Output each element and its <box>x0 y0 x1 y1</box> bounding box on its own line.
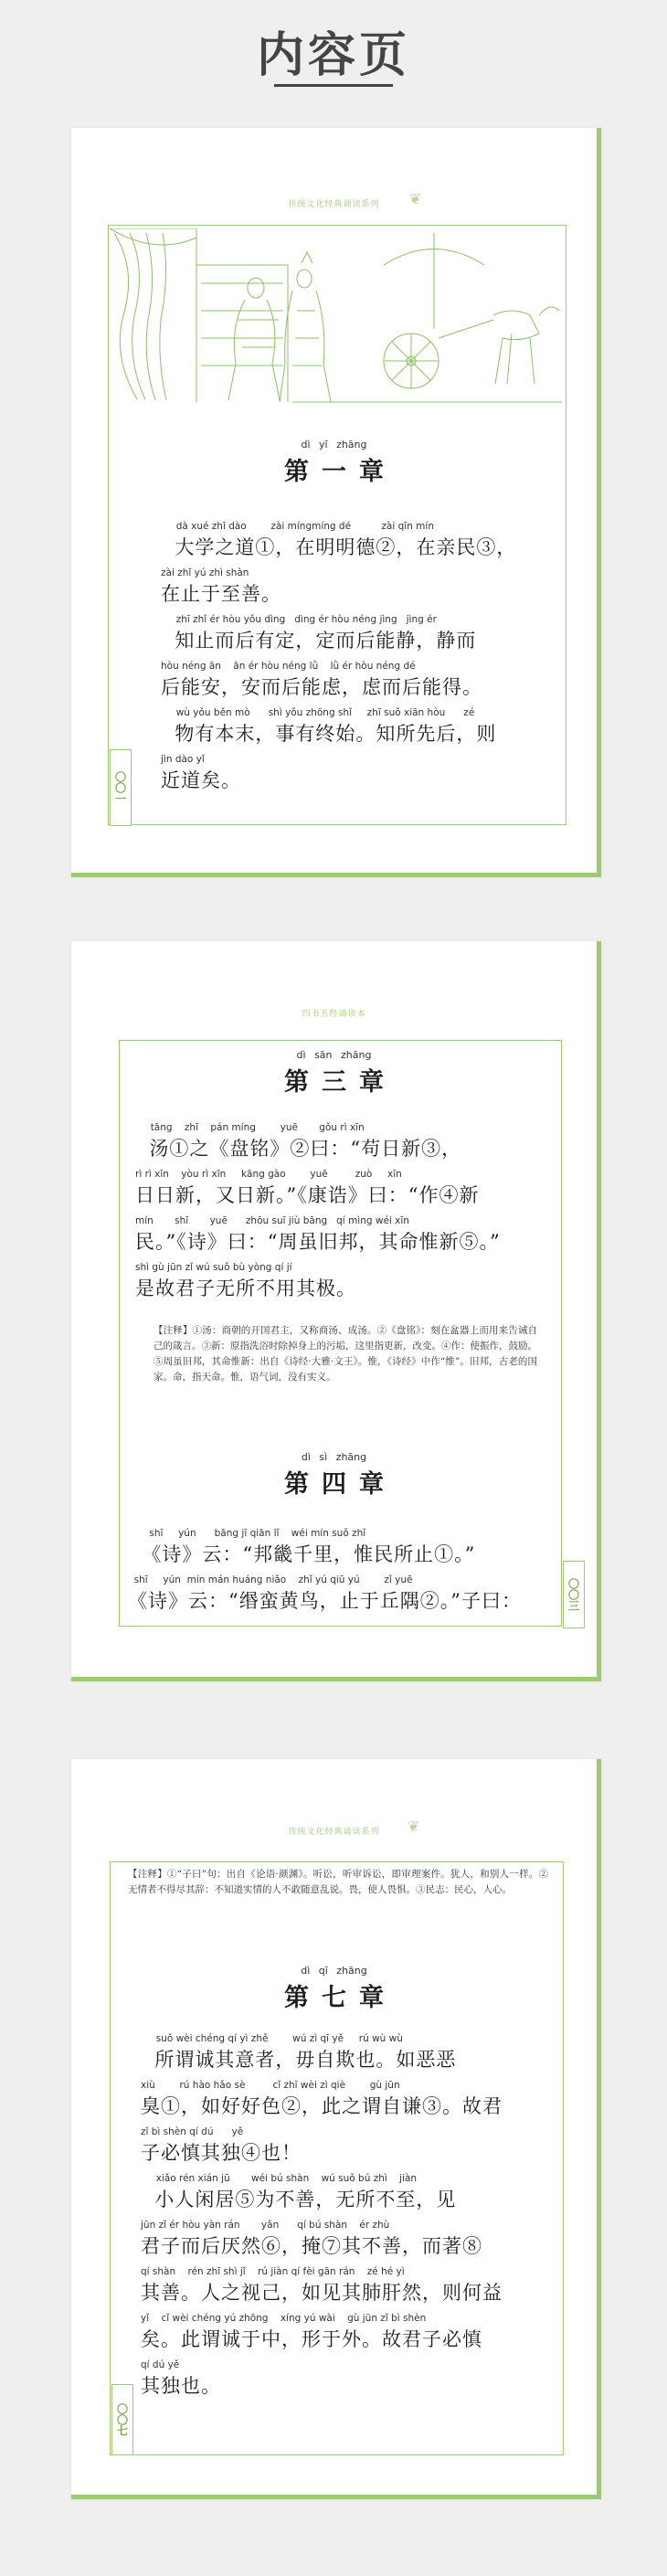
chapter-title: 第一章 <box>284 458 397 486</box>
series-title: 传统文化经典诵读系列 <box>288 1828 380 1837</box>
text-body <box>141 2033 552 2406</box>
line-pinyin: shī yún mín mán huáng niǎo zhǐ yú qiū yú zǐ yuē <box>128 1574 413 1585</box>
line-text: 近道矣。 <box>161 769 241 791</box>
text-line <box>161 521 526 567</box>
chapter-pinyin: dì sì zhāng <box>301 1451 367 1463</box>
ancient-scene-illustration <box>110 228 562 404</box>
line-text: 所谓诚其意者，毋自欺也。如恶恶 <box>141 2049 457 2071</box>
page-number: 〇〇七 <box>111 2384 133 2455</box>
annotation-note: 【注释】①汤：商朝的开国君主，又称商汤、成汤。②《盘铭》：刻在盆器上而用来告诫自己的箴言。③新：原指洗浴时除掉身上的污垢，这里指更新，改变。④作：使振作，鼓励。⑤周虽旧邦，其命惟新：出自《诗经·大雅·文王》。惟，《诗经》中作“维”。旧邦，古老的国家。命，指天命。惟，语气词，没有实义。 <box>154 1325 537 1383</box>
text-line <box>161 614 526 661</box>
header-title: 内容页 <box>256 28 410 83</box>
chapter-pinyin: dì qī zhāng <box>301 1965 367 1977</box>
line-pinyin: jūn zǐ ér hòu yàn rán yǎn qí bú shàn ér zhù <box>141 2220 390 2231</box>
line-text: 小人闲居⑤为不善，无所不至，见 <box>141 2189 457 2210</box>
line-text: 日日新，又日新。”《康诰》曰：“作④新 <box>135 1184 480 1206</box>
line-text: 子必慎其独④也！ <box>141 2142 302 2164</box>
page-header <box>0 0 667 110</box>
line-pinyin: wù yǒu běn mò shì yǒu zhōng shǐ zhī suǒ xiān hòu zé <box>161 707 475 718</box>
text-line <box>128 1528 557 1574</box>
chapter-heading <box>71 439 597 487</box>
line-text: 是故君子无所不用其极。 <box>135 1277 356 1299</box>
line-pinyin: xiù rú hào hǎo sè cǐ zhī wèi zì qiè gù jūn <box>141 2080 400 2091</box>
annotation-note: 【注释】①“子曰”句：出自《论语·颜渊》。听讼，听审诉讼，即审理案件。犹人，和别人一样。②无情者不得尽其辞：不知道实情的人不敢随意乱说。畏，使人畏惧。③民志：民心，人心。 <box>128 1869 548 1895</box>
line-text: 其善。人之视己，如见其肺肝然，则何益 <box>141 2282 503 2304</box>
line-pinyin: hòu néng ān ān ér hòu néng lǜ lǜ ér hòu néng dé <box>161 661 416 672</box>
line-pinyin: dà xué zhī dào zài míngmíng dé zài qīn mín <box>161 521 434 532</box>
line-text: 物有本末，事有终始。知所先后，则 <box>161 723 497 745</box>
line-text: 后能安，安而后能虑，虑而后能得。 <box>161 676 482 698</box>
text-line <box>135 1169 551 1215</box>
text-line <box>141 2266 552 2313</box>
line-pinyin: jìn dào yǐ <box>161 754 205 765</box>
line-pinyin: xiǎo rén xián jū wéi bú shàn wú suǒ bú zhì jiàn <box>141 2173 418 2184</box>
text-line <box>135 1262 551 1309</box>
line-pinyin: shī yún bāng jī qiān lǐ wéi mín suǒ zhǐ <box>128 1528 366 1539</box>
line-text: 君子而后厌然⑥，掩⑦其不善，而著⑧ <box>141 2235 482 2257</box>
chapter-pinyin: dì sān zhāng <box>296 1049 372 1061</box>
line-pinyin: shì gù jūn zǐ wú suǒ bù yòng qí jí <box>135 1262 292 1273</box>
line-text: 其独也。 <box>141 2375 221 2397</box>
line-pinyin: suǒ wèi chéng qí yì zhě wú zì qī yě rú wù wù <box>141 2033 403 2044</box>
text-line <box>135 1122 551 1169</box>
book-page-2 <box>71 941 601 1681</box>
text-line <box>128 1574 557 1621</box>
line-text: 大学之道①，在明明德②，在亲民③， <box>161 536 517 558</box>
chapter-pinyin: dì yī zhāng <box>301 439 367 451</box>
text-line <box>161 707 526 754</box>
line-text: 知止而后有定，定而后能静，静而 <box>161 630 477 652</box>
text-line <box>161 754 526 800</box>
page-number: 〇〇一 <box>110 749 132 826</box>
text-line <box>141 2080 552 2126</box>
feather-ornament-icon: ❦ <box>408 1818 420 1835</box>
line-pinyin: zǐ bì shèn qí dú yě <box>141 2126 244 2137</box>
line-text: 《诗》云：“邦畿千里，惟民所止①。” <box>128 1543 476 1565</box>
line-text: 矣。此谓诚于中，形于外。故君子必慎 <box>141 2328 482 2350</box>
line-pinyin: qí shàn rén zhī shì jǐ rú jiàn qí fèi gān rán zé hé yì <box>141 2266 405 2277</box>
line-pinyin: tāng zhī pán míng yuē gǒu rì xīn <box>135 1122 365 1133</box>
text-line <box>141 2126 552 2173</box>
line-pinyin: zhī zhǐ ér hòu yǒu dìng dìng ér hòu néng jìng jìng ér <box>161 614 437 625</box>
line-pinyin: rì rì xīn yòu rì xīn kāng gào yuē zuò xīn <box>135 1169 402 1180</box>
book-page-3 <box>71 1759 601 2499</box>
line-pinyin: mín shī yuē zhōu suī jiù bāng qí mìng wéi xīn <box>135 1215 409 1226</box>
chapter-heading <box>71 1049 597 1097</box>
series-title: 四书五经诵读本 <box>302 1010 366 1019</box>
text-line <box>141 2033 552 2080</box>
chapter-heading <box>71 1451 597 1500</box>
chapter-title: 第四章 <box>284 1470 397 1499</box>
text-body <box>135 1122 551 1309</box>
header-underline <box>274 84 393 87</box>
line-pinyin: yǐ cǐ wèi chéng yú zhōng xíng yú wài gù jūn zǐ bì shèn <box>141 2313 427 2324</box>
text-line <box>161 661 526 707</box>
line-text: 民。”《诗》曰：“周虽旧邦，其命惟新⑤。” <box>135 1231 501 1253</box>
line-text: 《诗》云：“缗蛮黄鸟，止于丘隅②。”子曰： <box>128 1590 522 1612</box>
line-text: 臭①，如好好色②，此之谓自谦③。故君 <box>141 2095 503 2117</box>
text-line <box>141 2220 552 2266</box>
chapter-title: 第七章 <box>284 1984 397 2012</box>
text-line <box>141 2173 552 2220</box>
feather-ornament-icon: ❦ <box>409 190 422 207</box>
chapter-heading <box>71 1965 597 2013</box>
line-pinyin: zài zhǐ yú zhì shàn <box>161 567 249 578</box>
text-line <box>135 1215 551 1262</box>
text-body <box>161 521 526 800</box>
page-number: 〇〇三 <box>563 1561 585 1628</box>
series-title: 传统文化经典诵读系列 <box>288 200 380 209</box>
text-body <box>128 1528 557 1621</box>
text-line <box>141 2313 552 2359</box>
book-page-1 <box>71 128 601 877</box>
line-pinyin: qí dú yě <box>141 2359 180 2370</box>
line-text: 在止于至善。 <box>161 583 281 605</box>
chapter-title: 第三章 <box>284 1068 397 1097</box>
text-line <box>141 2359 552 2406</box>
text-line <box>161 567 526 614</box>
line-text: 汤①之《盘铭》②曰：“苟日新③， <box>135 1138 462 1160</box>
